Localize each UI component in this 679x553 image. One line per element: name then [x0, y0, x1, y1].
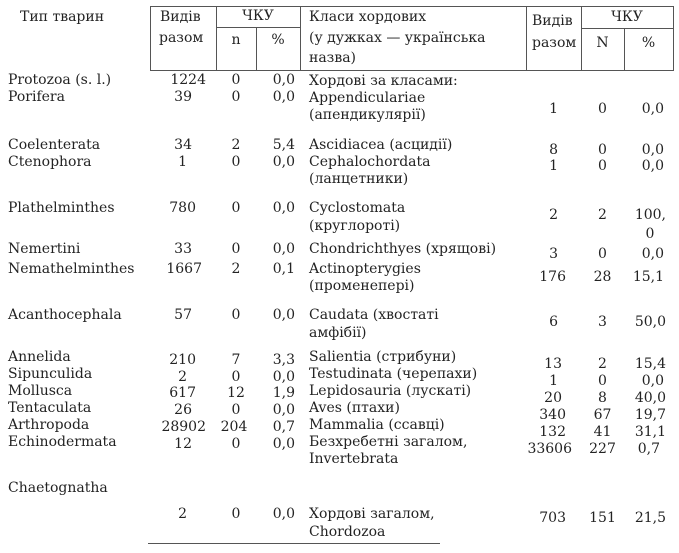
left-row-n: 2 [231, 137, 241, 153]
header-species-total-2: разом [159, 30, 204, 46]
left-row-n: 0 [231, 436, 241, 452]
right-row-total: 13 [544, 356, 562, 372]
left-row-n: 0 [231, 369, 241, 385]
left-row-pct: 0,0 [272, 402, 295, 418]
right-row-n: 28 [593, 269, 612, 285]
left-row-n: 204 [220, 419, 248, 435]
header-classes-2: (у дужках — українська [309, 30, 486, 46]
right-row-total: 1 [549, 373, 558, 389]
left-row-n: 12 [227, 385, 245, 401]
left-row-total: 12 [174, 436, 192, 452]
header-percent-right: % [641, 35, 656, 51]
left-row-name: Acanthocephala [8, 307, 122, 323]
left-row-name: Sipunculida [8, 366, 93, 382]
right-row-pct: 0,0 [641, 246, 664, 262]
right-row-total: 1 [549, 101, 558, 117]
left-row-n: 7 [231, 352, 241, 368]
left-row-name: Nemertini [8, 241, 81, 257]
left-row-pct: 0,7 [272, 419, 295, 435]
right-row-total: 176 [539, 269, 566, 285]
col-rule-1 [150, 6, 151, 70]
col-rule-5 [526, 6, 527, 70]
right-row-pct: 21,5 [634, 510, 666, 526]
right-row-total: 8 [549, 142, 558, 158]
left-row-name: Tentaculata [8, 400, 92, 416]
right-row-n: 227 [589, 441, 616, 457]
left-row-total: 2 [178, 369, 187, 385]
left-row-pct: 0,0 [272, 241, 295, 257]
left-row-name: Arthropoda [8, 417, 90, 433]
left-row-pct: 0,0 [272, 154, 295, 170]
right-row-pct-wrap: 0 [645, 226, 655, 242]
right-row-label: Appendiculariae [309, 90, 426, 106]
left-row-total: 210 [169, 352, 196, 368]
right-row-total: 6 [549, 314, 558, 330]
right-row-label: Хордові за класами: [309, 73, 458, 89]
right-row-pct: 15,4 [634, 356, 666, 372]
left-row-total: 34 [174, 137, 192, 153]
left-row-total: 617 [169, 385, 196, 401]
chku-right-subrule [581, 28, 673, 29]
right-row-pct: 0,0 [641, 142, 664, 158]
left-row-total: 2 [178, 506, 187, 522]
right-row-label-2: амфібії) [309, 325, 367, 341]
right-row-total: 132 [539, 424, 566, 440]
right-row-pct: 0,0 [641, 373, 664, 389]
right-row-n: 0 [598, 142, 607, 158]
right-row-label: Безхребетні загалом, [309, 434, 468, 450]
header-classes-3: назва) [309, 50, 357, 66]
right-row-total: 20 [544, 390, 562, 406]
right-row-total: 703 [539, 510, 566, 526]
left-row-name: Coelenterata [8, 137, 101, 153]
left-row-pct: 0,0 [272, 369, 295, 385]
left-row-n: 0 [231, 307, 241, 323]
right-row-label: Aves (птахи) [309, 400, 400, 416]
left-row-total: 1667 [166, 261, 202, 277]
col-rule-8 [673, 6, 674, 70]
right-row-total: 1 [549, 158, 558, 174]
left-row-name: Chaetognatha [8, 480, 108, 496]
right-row-label-2: (ланцетники) [309, 171, 409, 187]
right-row-label-2: Chordozoa [309, 524, 386, 540]
left-row-name: Protozoa (s. l.) [8, 72, 112, 88]
left-row-pct: 0,0 [272, 307, 295, 323]
right-row-label-2: (круглороті) [309, 218, 401, 234]
right-row-n: 2 [598, 356, 607, 372]
header-chku-right: ЧКУ [611, 9, 643, 25]
left-row-name: Mollusca [8, 383, 73, 399]
left-row-n: 0 [231, 154, 241, 170]
right-row-label: Cyclostomata [309, 200, 406, 216]
left-row-n: 2 [231, 261, 241, 277]
left-row-pct: 0,1 [272, 261, 295, 277]
left-row-total: 57 [174, 307, 192, 323]
left-row-n: 0 [231, 89, 241, 105]
header-species-total-right: Видів [532, 13, 573, 29]
header-n-left: n [231, 32, 241, 48]
right-row-n: 3 [598, 314, 607, 330]
right-row-pct: 100, [634, 207, 666, 223]
left-row-name: Annelida [8, 349, 71, 365]
right-row-label: Chondrichthyes (хрящові) [309, 241, 497, 257]
right-row-label: Ascidiacea (асцидії) [309, 137, 453, 153]
left-row-total: 780 [169, 200, 196, 216]
right-row-n: 41 [593, 424, 612, 440]
left-row-pct: 0,0 [272, 436, 295, 452]
header-species-total: Видів [160, 9, 201, 25]
header-n-right: N [596, 35, 609, 51]
left-row-n: 0 [231, 506, 241, 522]
right-row-n: 0 [598, 246, 607, 262]
left-row-name: Ctenophora [8, 154, 92, 170]
right-row-pct: 40,0 [634, 390, 666, 406]
left-row-name: Plathelminthes [8, 200, 115, 216]
header-animal-type: Тип тварин [20, 9, 105, 25]
right-row-pct: 0,0 [641, 101, 664, 117]
right-row-n: 2 [598, 207, 607, 223]
left-row-n: 0 [231, 72, 241, 88]
right-row-label: Mammalia (ссавці) [309, 417, 445, 433]
header-percent-left: % [271, 32, 285, 48]
right-row-label: Хордові загалом, [309, 506, 435, 522]
right-row-total: 2 [549, 207, 558, 223]
right-row-label: Lepidosauria (лускаті) [309, 383, 472, 399]
left-row-name: Nemathelminthes [8, 261, 135, 277]
right-row-total: 33606 [527, 441, 572, 457]
right-row-pct: 15,1 [632, 269, 664, 285]
right-row-label: Caudata (хвостаті [309, 307, 439, 323]
right-row-pct: 31,1 [634, 424, 666, 440]
left-row-total: 26 [174, 402, 192, 418]
left-row-total: 1224 [170, 72, 206, 88]
left-row-name: Porifera [8, 89, 65, 105]
right-row-n: 0 [598, 158, 607, 174]
left-row-total: 33 [174, 241, 192, 257]
table-bottom-rule [148, 543, 440, 544]
right-row-label: Cephalochordata [309, 154, 431, 170]
right-row-total: 3 [549, 246, 558, 262]
chku-left-subrule [216, 27, 300, 28]
left-row-total: 1 [178, 154, 187, 170]
right-row-pct: 50,0 [634, 314, 666, 330]
col-rule-4 [300, 6, 301, 70]
right-row-pct: 19,7 [634, 407, 666, 423]
left-row-n: 0 [231, 241, 241, 257]
left-row-pct: 5,4 [272, 137, 295, 153]
header-bottom-rule [150, 70, 674, 71]
right-row-label: Testudinata (черепахи) [309, 366, 478, 382]
left-row-pct: 3,3 [272, 352, 295, 368]
right-row-total: 340 [539, 407, 566, 423]
left-row-n: 0 [231, 402, 241, 418]
header-classes: Класи хордових [309, 9, 427, 25]
left-row-pct: 0,0 [272, 200, 295, 216]
right-row-label-2: Invertebrata [309, 451, 399, 467]
left-row-pct: 0,0 [272, 72, 295, 88]
right-row-pct: 0,0 [641, 158, 664, 174]
right-row-n: 67 [593, 407, 612, 423]
left-row-pct: 1,9 [272, 385, 295, 401]
right-row-pct: 0,7 [637, 441, 660, 457]
left-row-name: Echinodermata [8, 434, 117, 450]
header-top-rule [150, 6, 674, 7]
left-row-n: 0 [231, 200, 241, 216]
right-row-n: 0 [598, 101, 607, 117]
right-row-n: 0 [598, 373, 607, 389]
right-row-label: Salientia (стрибуни) [309, 349, 457, 365]
left-row-total: 39 [174, 89, 192, 105]
right-row-n: 8 [598, 390, 607, 406]
header-chku-left: ЧКУ [242, 8, 274, 24]
right-row-n: 151 [589, 510, 616, 526]
header-species-total-right-2: разом [532, 35, 577, 51]
right-row-label-2: (апендикулярії) [309, 107, 426, 123]
right-row-label-2: (променепері) [309, 278, 415, 294]
left-row-pct: 0,0 [272, 89, 295, 105]
right-row-label: Actinopterygies [309, 261, 421, 277]
left-row-pct: 0,0 [272, 506, 295, 522]
left-row-total: 28902 [161, 419, 206, 435]
